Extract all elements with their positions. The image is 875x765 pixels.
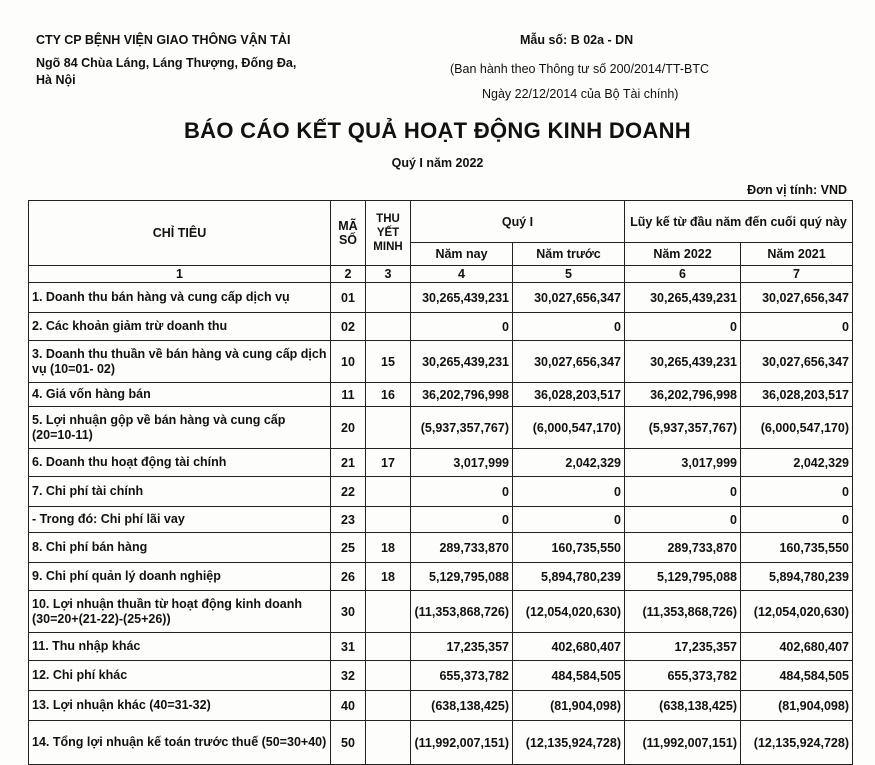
row-value: 0 — [411, 313, 513, 341]
column-number: 1 — [29, 266, 331, 283]
row-value: 160,735,550 — [741, 533, 853, 563]
row-value: 17,235,357 — [411, 633, 513, 661]
header-quarter: Quý I — [411, 201, 625, 243]
row-value: (5,937,357,767) — [625, 407, 741, 449]
row-value: 0 — [513, 507, 625, 533]
row-value: (12,135,924,728) — [513, 721, 625, 765]
row-value: 5,894,780,239 — [741, 563, 853, 591]
row-value: 655,373,782 — [625, 661, 741, 691]
issued-by-line2: Ngày 22/12/2014 của Bộ Tài chính) — [482, 87, 679, 101]
row-value: (6,000,547,170) — [741, 407, 853, 449]
row-value: 3,017,999 — [411, 449, 513, 477]
row-value: (5,937,357,767) — [411, 407, 513, 449]
row-value: (12,054,020,630) — [513, 591, 625, 633]
row-code: 02 — [331, 313, 366, 341]
row-note: 16 — [366, 383, 411, 407]
row-note — [366, 313, 411, 341]
table-row — [29, 661, 853, 691]
report-title: BÁO CÁO KẾT QUẢ HOẠT ĐỘNG KINH DOANH — [183, 118, 691, 143]
row-value: 3,017,999 — [625, 449, 741, 477]
header-thuyet-minh: THU YẾT MINH — [366, 201, 411, 266]
header-nam-2022: Năm 2022 — [625, 243, 741, 266]
row-value: (12,135,924,728) — [741, 721, 853, 765]
table-row — [29, 507, 853, 533]
issued-by-line1: (Ban hành theo Thông tư số 200/2014/TT-BTC — [450, 62, 709, 76]
header-ma-so: MÃ SỐ — [331, 201, 366, 266]
row-value: (81,904,098) — [513, 691, 625, 721]
row-value: 0 — [513, 313, 625, 341]
row-code: 26 — [331, 563, 366, 591]
form-number: Mẫu số: B 02a - DN — [520, 33, 634, 47]
row-code: 11 — [331, 383, 366, 407]
row-code: 32 — [331, 661, 366, 691]
table-row — [29, 407, 853, 449]
row-note — [366, 633, 411, 661]
row-label: 13. Lợi nhuận khác (40=31-32) — [29, 691, 331, 721]
row-code: 25 — [331, 533, 366, 563]
row-code: 20 — [331, 407, 366, 449]
row-value: (12,054,020,630) — [741, 591, 853, 633]
company-name: CTY CP BỆNH VIỆN GIAO THÔNG VẬN TẢI — [36, 33, 291, 47]
row-label: 7. Chi phí tài chính — [29, 477, 331, 507]
report-period: Quý I năm 2022 — [391, 156, 484, 170]
row-code: 21 — [331, 449, 366, 477]
row-label: 6. Doanh thu hoạt động tài chính — [29, 449, 331, 477]
column-number: 3 — [366, 266, 411, 283]
row-code: 31 — [331, 633, 366, 661]
row-value: 0 — [741, 507, 853, 533]
row-value: 0 — [741, 313, 853, 341]
row-value: 2,042,329 — [741, 449, 853, 477]
row-value: 30,265,439,231 — [411, 341, 513, 383]
row-label: 2. Các khoản giảm trừ doanh thu — [29, 313, 331, 341]
row-value: 289,733,870 — [625, 533, 741, 563]
row-label: 8. Chi phí bán hàng — [29, 533, 331, 563]
table-row — [29, 691, 853, 721]
row-value: 289,733,870 — [411, 533, 513, 563]
row-label: 1. Doanh thu bán hàng và cung cấp dịch vụ — [29, 283, 331, 313]
row-value: 5,129,795,088 — [411, 563, 513, 591]
row-value: 36,202,796,998 — [625, 383, 741, 407]
row-note — [366, 283, 411, 313]
column-number: 2 — [331, 266, 366, 283]
row-note: 18 — [366, 533, 411, 563]
row-note — [366, 691, 411, 721]
row-value: 0 — [741, 477, 853, 507]
row-value: (6,000,547,170) — [513, 407, 625, 449]
header-nam-nay: Năm nay — [411, 243, 513, 266]
table-row — [29, 591, 853, 633]
row-value: 30,265,439,231 — [625, 283, 741, 313]
row-value: 36,028,203,517 — [741, 383, 853, 407]
column-number: 5 — [513, 266, 625, 283]
row-label: 14. Tổng lợi nhuận kế toán trước thuế (50=30+40) — [29, 721, 331, 765]
row-value: 0 — [411, 507, 513, 533]
row-note — [366, 477, 411, 507]
row-value: 0 — [625, 477, 741, 507]
row-value: 0 — [625, 313, 741, 341]
table-row — [29, 283, 853, 313]
row-value: (638,138,425) — [411, 691, 513, 721]
table-row — [29, 383, 853, 407]
column-number: 4 — [411, 266, 513, 283]
header-chi-tieu: CHỈ TIÊU — [29, 201, 331, 266]
table-row — [29, 563, 853, 591]
table-row — [29, 341, 853, 383]
currency-unit: Đơn vị tính: VND — [747, 183, 847, 197]
header-nam-2021: Năm 2021 — [741, 243, 853, 266]
row-note — [366, 407, 411, 449]
row-value: 30,027,656,347 — [741, 341, 853, 383]
row-label: - Trong đó: Chi phí lãi vay — [29, 507, 331, 533]
row-label: 9. Chi phí quản lý doanh nghiệp — [29, 563, 331, 591]
row-code: 50 — [331, 721, 366, 765]
row-note: 17 — [366, 449, 411, 477]
row-value: 30,265,439,231 — [625, 341, 741, 383]
row-value: 484,584,505 — [513, 661, 625, 691]
row-value: 30,027,656,347 — [741, 283, 853, 313]
row-value: 402,680,407 — [741, 633, 853, 661]
row-note: 15 — [366, 341, 411, 383]
row-value: 0 — [411, 477, 513, 507]
row-value: 160,735,550 — [513, 533, 625, 563]
table-row — [29, 449, 853, 477]
row-value: 0 — [513, 477, 625, 507]
company-address-line1: Ngõ 84 Chùa Láng, Láng Thượng, Đống Đa, — [36, 56, 297, 70]
row-label: 11. Thu nhập khác — [29, 633, 331, 661]
header-cumulative: Lũy kế từ đầu năm đến cuối quý này — [625, 201, 853, 243]
row-value: 5,894,780,239 — [513, 563, 625, 591]
row-value: (11,353,868,726) — [625, 591, 741, 633]
column-number: 7 — [741, 266, 853, 283]
row-value: 0 — [625, 507, 741, 533]
row-note — [366, 661, 411, 691]
row-code: 23 — [331, 507, 366, 533]
income-statement-table — [28, 200, 853, 765]
table-row — [29, 633, 853, 661]
row-label: 4. Giá vốn hàng bán — [29, 383, 331, 407]
row-label: 5. Lợi nhuận gộp về bán hàng và cung cấp (20=10-11) — [29, 407, 331, 449]
row-note — [366, 591, 411, 633]
row-value: (11,992,007,151) — [625, 721, 741, 765]
table-row — [29, 721, 853, 765]
row-code: 30 — [331, 591, 366, 633]
row-value: 36,028,203,517 — [513, 383, 625, 407]
row-code: 01 — [331, 283, 366, 313]
row-label: 3. Doanh thu thuần về bán hàng và cung cấp dịch vụ (10=01- 02) — [29, 341, 331, 383]
table-row — [29, 313, 853, 341]
row-value: 484,584,505 — [741, 661, 853, 691]
row-code: 40 — [331, 691, 366, 721]
row-value: 30,027,656,347 — [513, 283, 625, 313]
row-code: 10 — [331, 341, 366, 383]
column-number: 6 — [625, 266, 741, 283]
row-label: 12. Chi phí khác — [29, 661, 331, 691]
row-value: 17,235,357 — [625, 633, 741, 661]
row-label: 10. Lợi nhuận thuần từ hoạt động kinh doanh (30=20+(21-22)-(25+26)) — [29, 591, 331, 633]
company-address-line2: Hà Nội — [36, 73, 76, 87]
row-value: 30,027,656,347 — [513, 341, 625, 383]
row-value: 402,680,407 — [513, 633, 625, 661]
row-value: (11,992,007,151) — [411, 721, 513, 765]
row-note — [366, 721, 411, 765]
row-code: 22 — [331, 477, 366, 507]
row-value: 2,042,329 — [513, 449, 625, 477]
row-value: (638,138,425) — [625, 691, 741, 721]
row-value: 5,129,795,088 — [625, 563, 741, 591]
table-row — [29, 533, 853, 563]
row-value: 36,202,796,998 — [411, 383, 513, 407]
row-value: 655,373,782 — [411, 661, 513, 691]
row-value: (11,353,868,726) — [411, 591, 513, 633]
row-value: (81,904,098) — [741, 691, 853, 721]
header-nam-truoc: Năm trước — [513, 243, 625, 266]
row-note — [366, 507, 411, 533]
row-value: 30,265,439,231 — [411, 283, 513, 313]
row-note: 18 — [366, 563, 411, 591]
table-row — [29, 477, 853, 507]
